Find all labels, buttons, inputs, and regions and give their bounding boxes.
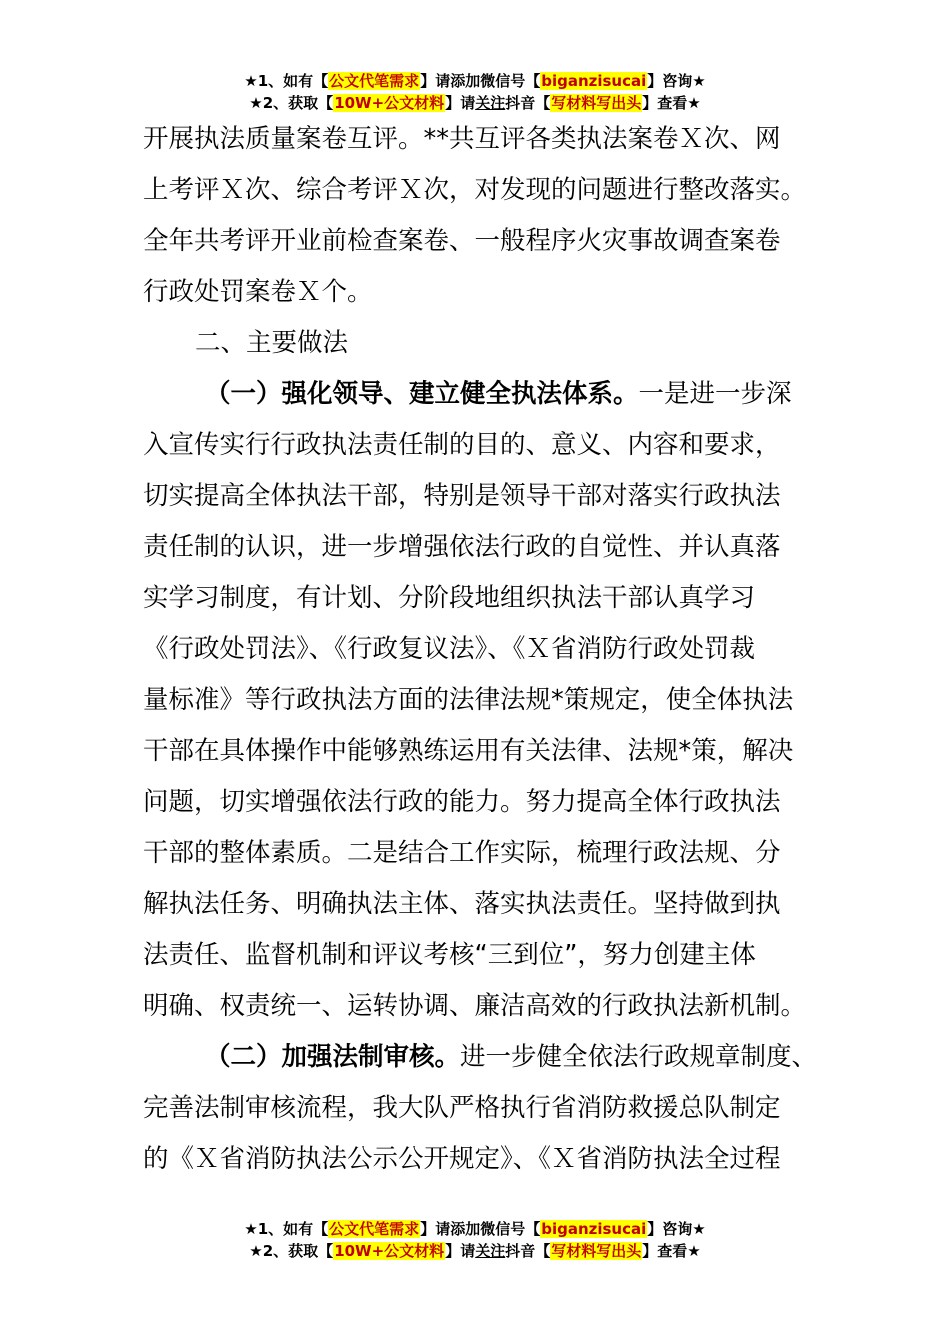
banner-highlight: 公文代笔需求 bbox=[329, 1220, 420, 1238]
body-line: 干部在具体操作中能够熟练运用有关法律、法规*策，解决 bbox=[143, 736, 794, 766]
body-line: 全年共考评开业前检查案卷、一般程序火灾事故调查案卷 bbox=[143, 226, 781, 256]
body-line: 切实提高全体执法干部，特别是领导干部对落实行政执法 bbox=[143, 481, 781, 511]
paragraph-1-heading: （一）强化领导、建立健全执法体系。 bbox=[205, 379, 639, 409]
body-line: 上考评Ｘ次、综合考评Ｘ次，对发现的问题进行整改落实。 bbox=[143, 175, 807, 205]
banner-text: 】咨询★ bbox=[647, 72, 706, 90]
paragraph-2-heading: （二）加强法制审核。 bbox=[205, 1042, 461, 1072]
document-body bbox=[143, 114, 818, 1185]
body-line: 一是进一步深 bbox=[638, 379, 792, 409]
banner-underlined-text: 关注 bbox=[475, 1242, 506, 1260]
body-line: 问题，切实增强依法行政的能力。努力提高全体行政执法 bbox=[143, 787, 781, 817]
banner-text: 抖音【 bbox=[505, 94, 551, 112]
banner-highlight: 10W+公文材料 bbox=[334, 94, 445, 112]
banner-text: 】咨询★ bbox=[647, 1220, 706, 1238]
banner-line-1 bbox=[0, 70, 950, 92]
body-line: 明确、权责统一、运转协调、廉洁高效的行政执法新机制。 bbox=[143, 991, 807, 1021]
body-line: 责任制的认识，进一步增强依法行政的自觉性、并认真落 bbox=[143, 532, 781, 562]
banner-line-2 bbox=[0, 92, 950, 114]
body-line: 法责任、监督机制和评议考核“三到位”，努力创建主体 bbox=[143, 940, 756, 970]
banner-text: 】请添加微信号【 bbox=[420, 1220, 541, 1238]
banner-text: 抖音【 bbox=[505, 1242, 551, 1260]
banner-underlined-text: 关注 bbox=[475, 94, 506, 112]
bottom-banner bbox=[0, 1218, 950, 1262]
body-line: 行政处罚案卷Ｘ个。 bbox=[143, 277, 373, 307]
banner-text: ★1、如有【 bbox=[244, 1220, 329, 1238]
banner-text: 】请 bbox=[445, 1242, 476, 1260]
paragraph-2-first-line bbox=[143, 1032, 818, 1083]
top-banner bbox=[0, 70, 950, 114]
body-line: 解执法任务、明确执法主体、落实执法责任。坚持做到执 bbox=[143, 889, 781, 919]
banner-highlight-wechat-id: biganzisucai bbox=[541, 72, 647, 90]
banner-highlight-douyin: 写材料写出头 bbox=[551, 1242, 642, 1260]
banner-highlight: 10W+公文材料 bbox=[334, 1242, 445, 1260]
body-line: 开展执法质量案卷互评。**共互评各类执法案卷Ｘ次、网 bbox=[143, 124, 781, 154]
banner-text: 】查看★ bbox=[642, 1242, 701, 1260]
body-line: 《行政处罚法》、《行政复议法》、《Ｘ省消防行政处罚裁 bbox=[143, 634, 756, 664]
banner-line-2 bbox=[0, 1240, 950, 1262]
banner-text: ★2、获取【 bbox=[249, 1242, 334, 1260]
banner-text: 】请添加微信号【 bbox=[420, 72, 541, 90]
banner-text: ★2、获取【 bbox=[249, 94, 334, 112]
banner-highlight-wechat-id: biganzisucai bbox=[541, 1220, 647, 1238]
banner-text: 】请 bbox=[445, 94, 476, 112]
paragraph-1-first-line bbox=[143, 369, 815, 420]
banner-text: 】查看★ bbox=[642, 94, 701, 112]
body-line: 进一步健全依法行政规章制度、 bbox=[460, 1042, 818, 1072]
banner-highlight: 公文代笔需求 bbox=[329, 72, 420, 90]
section-heading: 二、主要做法 bbox=[195, 328, 349, 358]
body-line: 的《Ｘ省消防执法公示公开规定》、《Ｘ省消防执法全过程 bbox=[143, 1144, 781, 1174]
body-line: 干部的整体素质。二是结合工作实际，梳理行政法规、分 bbox=[143, 838, 781, 868]
body-line: 实学习制度，有计划、分阶段地组织执法干部认真学习 bbox=[143, 583, 756, 613]
banner-line-1 bbox=[0, 1218, 950, 1240]
banner-highlight-douyin: 写材料写出头 bbox=[551, 94, 642, 112]
body-line: 入宣传实行行政执法责任制的目的、意义、内容和要求， bbox=[143, 430, 781, 460]
body-line: 完善法制审核流程，我大队严格执行省消防救援总队制定 bbox=[143, 1093, 781, 1123]
body-line: 量标准》等行政执法方面的法律法规*策规定，使全体执法 bbox=[143, 685, 794, 715]
banner-text: ★1、如有【 bbox=[244, 72, 329, 90]
